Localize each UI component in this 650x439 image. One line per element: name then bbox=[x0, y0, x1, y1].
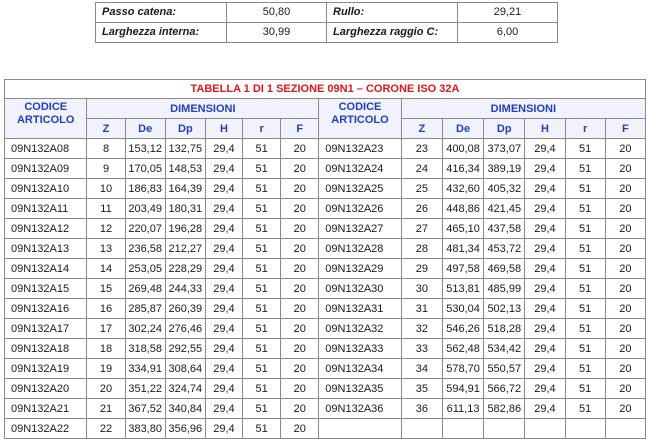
dimension-cell: 29,4 bbox=[205, 159, 242, 179]
dimension-cell: 20 bbox=[87, 379, 125, 399]
col-header-de: De bbox=[442, 119, 483, 139]
dimension-cell: 51 bbox=[243, 339, 281, 359]
dimension-cell: 29,4 bbox=[205, 359, 242, 379]
dimension-cell: 51 bbox=[243, 279, 281, 299]
rullo-label: Rullo: bbox=[327, 3, 458, 23]
rullo-value: 29,21 bbox=[458, 3, 558, 23]
dimension-cell: 51 bbox=[565, 139, 605, 159]
table-row bbox=[5, 299, 646, 319]
dimension-cell: 228,29 bbox=[165, 259, 205, 279]
article-code-cell: 09N132A34 bbox=[319, 359, 401, 379]
dimension-cell: 51 bbox=[565, 179, 605, 199]
dimension-cell: 51 bbox=[243, 379, 281, 399]
dimension-cell: 20 bbox=[281, 219, 319, 239]
dimension-cell: 29,4 bbox=[205, 399, 242, 419]
dimension-cell: 29,4 bbox=[205, 339, 242, 359]
dimension-cell: 550,57 bbox=[484, 359, 525, 379]
article-code-cell: 09N132A33 bbox=[319, 339, 401, 359]
dimension-cell: 21 bbox=[87, 399, 125, 419]
dimension-cell: 51 bbox=[565, 219, 605, 239]
article-code-cell: 09N132A29 bbox=[319, 259, 401, 279]
dimension-cell: 18 bbox=[87, 339, 125, 359]
empty-cell bbox=[442, 419, 483, 439]
dimension-cell: 351,22 bbox=[125, 379, 165, 399]
dimension-cell: 405,32 bbox=[484, 179, 525, 199]
dimension-cell: 29,4 bbox=[525, 399, 565, 419]
dimension-cell: 51 bbox=[243, 179, 281, 199]
dimension-cell: 373,07 bbox=[484, 139, 525, 159]
article-code-cell: 09N132A26 bbox=[319, 199, 401, 219]
empty-cell bbox=[565, 419, 605, 439]
dimension-cell: 20 bbox=[605, 339, 645, 359]
dimension-cell: 20 bbox=[605, 259, 645, 279]
table-row bbox=[5, 279, 646, 299]
table-row bbox=[5, 159, 646, 179]
dimension-cell: 51 bbox=[565, 339, 605, 359]
dimension-cell: 51 bbox=[565, 239, 605, 259]
dimension-cell: 24 bbox=[401, 159, 442, 179]
articolo-label: ARTICOLO bbox=[331, 114, 389, 126]
dimension-cell: 16 bbox=[87, 299, 125, 319]
dimension-cell: 20 bbox=[605, 399, 645, 419]
dimension-cell: 485,99 bbox=[484, 279, 525, 299]
dimension-cell: 22 bbox=[87, 419, 125, 439]
dimension-cell: 29,4 bbox=[525, 319, 565, 339]
dimension-cell: 19 bbox=[87, 359, 125, 379]
dimension-cell: 367,52 bbox=[125, 399, 165, 419]
dimension-cell: 562,48 bbox=[442, 339, 483, 359]
dimension-cell: 186,83 bbox=[125, 179, 165, 199]
dimension-cell: 20 bbox=[281, 379, 319, 399]
dimension-cell: 20 bbox=[281, 139, 319, 159]
dimension-cell: 20 bbox=[281, 179, 319, 199]
dimension-cell: 20 bbox=[281, 339, 319, 359]
dimension-cell: 12 bbox=[87, 219, 125, 239]
col-header-dp: Dp bbox=[484, 119, 525, 139]
dimension-cell: 20 bbox=[605, 199, 645, 219]
col-header-h: H bbox=[205, 119, 242, 139]
dimension-cell: 51 bbox=[243, 159, 281, 179]
dimension-cell: 20 bbox=[281, 319, 319, 339]
dimension-cell: 546,26 bbox=[442, 319, 483, 339]
dimension-cell: 51 bbox=[243, 219, 281, 239]
empty-cell bbox=[605, 419, 645, 439]
table-row bbox=[5, 359, 646, 379]
codice-articolo-header bbox=[5, 99, 87, 139]
dimension-cell: 51 bbox=[565, 359, 605, 379]
article-code-cell: 09N132A18 bbox=[5, 339, 87, 359]
article-code-cell: 09N132A24 bbox=[319, 159, 401, 179]
empty-cell bbox=[525, 419, 565, 439]
codice-articolo-header bbox=[319, 99, 401, 139]
dimension-cell: 465,10 bbox=[442, 219, 483, 239]
dimension-cell: 29,4 bbox=[525, 139, 565, 159]
dimension-cell: 51 bbox=[565, 399, 605, 419]
dimension-cell: 196,28 bbox=[165, 219, 205, 239]
dimension-cell: 164,39 bbox=[165, 179, 205, 199]
dimension-cell: 20 bbox=[281, 239, 319, 259]
dimension-cell: 481,34 bbox=[442, 239, 483, 259]
article-code-cell: 09N132A21 bbox=[5, 399, 87, 419]
dimension-cell: 356,96 bbox=[165, 419, 205, 439]
table-row bbox=[5, 399, 646, 419]
empty-cell bbox=[319, 419, 401, 439]
dimension-cell: 421,45 bbox=[484, 199, 525, 219]
dimension-cell: 29,4 bbox=[205, 419, 242, 439]
table-row bbox=[5, 199, 646, 219]
article-code-cell: 09N132A17 bbox=[5, 319, 87, 339]
dimension-cell: 51 bbox=[565, 379, 605, 399]
table-row bbox=[5, 239, 646, 259]
article-code-cell: 09N132A20 bbox=[5, 379, 87, 399]
dimension-cell: 20 bbox=[605, 319, 645, 339]
dimension-cell: 502,13 bbox=[484, 299, 525, 319]
articolo-label: ARTICOLO bbox=[16, 114, 75, 126]
sprocket-table bbox=[4, 79, 646, 439]
empty-cell bbox=[484, 419, 525, 439]
col-header-z: Z bbox=[401, 119, 442, 139]
dimension-cell: 17 bbox=[87, 319, 125, 339]
dimension-cell: 29 bbox=[401, 259, 442, 279]
dimension-cell: 10 bbox=[87, 179, 125, 199]
dimension-cell: 20 bbox=[605, 379, 645, 399]
dimension-cell: 302,24 bbox=[125, 319, 165, 339]
dimension-cell: 308,64 bbox=[165, 359, 205, 379]
dimension-cell: 220,07 bbox=[125, 219, 165, 239]
dimension-cell: 269,48 bbox=[125, 279, 165, 299]
dimension-cell: 51 bbox=[243, 259, 281, 279]
dimension-cell: 29,4 bbox=[205, 379, 242, 399]
dimension-cell: 51 bbox=[243, 139, 281, 159]
dimension-cell: 285,87 bbox=[125, 299, 165, 319]
dimension-cell: 34 bbox=[401, 359, 442, 379]
dimension-cell: 566,72 bbox=[484, 379, 525, 399]
dimension-cell: 36 bbox=[401, 399, 442, 419]
dimension-cell: 334,91 bbox=[125, 359, 165, 379]
dimension-cell: 51 bbox=[565, 159, 605, 179]
article-code-cell: 09N132A12 bbox=[5, 219, 87, 239]
dimension-cell: 25 bbox=[401, 179, 442, 199]
dimension-cell: 29,4 bbox=[205, 279, 242, 299]
article-code-cell: 09N132A09 bbox=[5, 159, 87, 179]
dimension-cell: 611,13 bbox=[442, 399, 483, 419]
article-code-cell: 09N132A15 bbox=[5, 279, 87, 299]
dimension-cell: 33 bbox=[401, 339, 442, 359]
larghezza-label: Larghezza interna: bbox=[96, 23, 227, 43]
dimension-cell: 29,4 bbox=[205, 139, 242, 159]
dimension-cell: 518,28 bbox=[484, 319, 525, 339]
dimension-cell: 578,70 bbox=[442, 359, 483, 379]
article-code-cell: 09N132A13 bbox=[5, 239, 87, 259]
dimension-cell: 383,80 bbox=[125, 419, 165, 439]
dimension-cell: 513,81 bbox=[442, 279, 483, 299]
table-row bbox=[5, 379, 646, 399]
dimension-cell: 9 bbox=[87, 159, 125, 179]
table-row bbox=[5, 259, 646, 279]
dimension-cell: 20 bbox=[281, 419, 319, 439]
dimension-cell: 51 bbox=[243, 419, 281, 439]
dimension-cell: 30 bbox=[401, 279, 442, 299]
dimension-cell: 530,04 bbox=[442, 299, 483, 319]
dimension-cell: 29,4 bbox=[205, 299, 242, 319]
dimension-cell: 469,58 bbox=[484, 259, 525, 279]
dimension-cell: 51 bbox=[565, 319, 605, 339]
dimension-cell: 20 bbox=[281, 279, 319, 299]
dimension-cell: 180,31 bbox=[165, 199, 205, 219]
codice-label: CODICE bbox=[24, 101, 68, 113]
dimension-cell: 20 bbox=[605, 239, 645, 259]
col-header-f: F bbox=[281, 119, 319, 139]
dimension-cell: 27 bbox=[401, 219, 442, 239]
col-header-f: F bbox=[605, 119, 645, 139]
dimension-cell: 324,74 bbox=[165, 379, 205, 399]
dimension-cell: 29,4 bbox=[525, 359, 565, 379]
dimension-cell: 497,58 bbox=[442, 259, 483, 279]
table-row bbox=[5, 419, 646, 439]
dimension-cell: 29,4 bbox=[205, 219, 242, 239]
article-code-cell: 09N132A22 bbox=[5, 419, 87, 439]
dimension-cell: 28 bbox=[401, 239, 442, 259]
table-title: TABELLA 1 DI 1 SEZIONE 09N1 – CORONE ISO 32A bbox=[5, 80, 646, 99]
dimension-cell: 416,34 bbox=[442, 159, 483, 179]
article-code-cell: 09N132A19 bbox=[5, 359, 87, 379]
dimension-cell: 29,4 bbox=[525, 179, 565, 199]
dimension-cell: 318,58 bbox=[125, 339, 165, 359]
dimension-cell: 594,91 bbox=[442, 379, 483, 399]
article-code-cell: 09N132A32 bbox=[319, 319, 401, 339]
dimension-cell: 51 bbox=[565, 279, 605, 299]
passo-value: 50,80 bbox=[227, 3, 327, 23]
col-header-dp: Dp bbox=[165, 119, 205, 139]
dimension-cell: 14 bbox=[87, 259, 125, 279]
col-header-h: H bbox=[525, 119, 565, 139]
article-code-cell: 09N132A25 bbox=[319, 179, 401, 199]
larghezza-value: 30,99 bbox=[227, 23, 327, 43]
dimension-cell: 29,4 bbox=[205, 179, 242, 199]
dimension-cell: 534,42 bbox=[484, 339, 525, 359]
dimension-cell: 51 bbox=[243, 199, 281, 219]
article-code-cell: 09N132A31 bbox=[319, 299, 401, 319]
dimension-cell: 276,46 bbox=[165, 319, 205, 339]
dimension-cell: 437,58 bbox=[484, 219, 525, 239]
dimension-cell: 260,39 bbox=[165, 299, 205, 319]
dimension-cell: 212,27 bbox=[165, 239, 205, 259]
dimension-cell: 29,4 bbox=[525, 379, 565, 399]
dimension-cell: 244,33 bbox=[165, 279, 205, 299]
dimension-cell: 29,4 bbox=[525, 239, 565, 259]
dimension-cell: 153,12 bbox=[125, 139, 165, 159]
dimension-cell: 20 bbox=[605, 139, 645, 159]
dimension-cell: 51 bbox=[243, 359, 281, 379]
empty-cell bbox=[401, 419, 442, 439]
dimension-cell: 29,4 bbox=[205, 239, 242, 259]
dimension-cell: 51 bbox=[565, 299, 605, 319]
dimension-cell: 170,05 bbox=[125, 159, 165, 179]
dimension-cell: 8 bbox=[87, 139, 125, 159]
dimension-cell: 20 bbox=[605, 279, 645, 299]
dimension-cell: 29,4 bbox=[525, 199, 565, 219]
spec-row bbox=[96, 3, 558, 23]
dimension-cell: 29,4 bbox=[525, 299, 565, 319]
dimension-cell: 29,4 bbox=[525, 339, 565, 359]
dimension-cell: 20 bbox=[605, 159, 645, 179]
dimension-cell: 582,86 bbox=[484, 399, 525, 419]
chain-spec-table bbox=[95, 2, 558, 43]
table-row bbox=[5, 219, 646, 239]
dimension-cell: 26 bbox=[401, 199, 442, 219]
dimension-cell: 453,72 bbox=[484, 239, 525, 259]
article-code-cell: 09N132A28 bbox=[319, 239, 401, 259]
dimension-cell: 29,4 bbox=[205, 319, 242, 339]
dimension-cell: 11 bbox=[87, 199, 125, 219]
dimension-cell: 148,53 bbox=[165, 159, 205, 179]
dimension-cell: 20 bbox=[281, 199, 319, 219]
dimension-cell: 236,58 bbox=[125, 239, 165, 259]
dimension-cell: 432,60 bbox=[442, 179, 483, 199]
dimension-cell: 32 bbox=[401, 319, 442, 339]
dimension-cell: 20 bbox=[281, 299, 319, 319]
dimension-cell: 35 bbox=[401, 379, 442, 399]
col-header-r: r bbox=[565, 119, 605, 139]
article-code-cell: 09N132A27 bbox=[319, 219, 401, 239]
dimension-cell: 51 bbox=[565, 259, 605, 279]
article-code-cell: 09N132A35 bbox=[319, 379, 401, 399]
dimension-cell: 20 bbox=[281, 259, 319, 279]
table-row bbox=[5, 179, 646, 199]
article-code-cell: 09N132A23 bbox=[319, 139, 401, 159]
article-code-cell: 09N132A14 bbox=[5, 259, 87, 279]
dimension-cell: 20 bbox=[605, 299, 645, 319]
spec-row bbox=[96, 23, 558, 43]
article-code-cell: 09N132A36 bbox=[319, 399, 401, 419]
dimensioni-header: DIMENSIONI bbox=[87, 99, 319, 119]
dimension-cell: 51 bbox=[243, 299, 281, 319]
article-code-cell: 09N132A10 bbox=[5, 179, 87, 199]
dimension-cell: 20 bbox=[281, 159, 319, 179]
codice-label: CODICE bbox=[338, 101, 382, 113]
dimension-cell: 20 bbox=[605, 219, 645, 239]
dimension-cell: 132,75 bbox=[165, 139, 205, 159]
dimension-cell: 20 bbox=[281, 399, 319, 419]
dimension-cell: 51 bbox=[243, 399, 281, 419]
col-header-de: De bbox=[125, 119, 165, 139]
dimension-cell: 292,55 bbox=[165, 339, 205, 359]
dimension-cell: 13 bbox=[87, 239, 125, 259]
dimension-cell: 31 bbox=[401, 299, 442, 319]
article-code-cell: 09N132A08 bbox=[5, 139, 87, 159]
dimension-cell: 20 bbox=[281, 359, 319, 379]
dimension-cell: 23 bbox=[401, 139, 442, 159]
dimension-cell: 340,84 bbox=[165, 399, 205, 419]
table-row bbox=[5, 339, 646, 359]
col-header-z: Z bbox=[87, 119, 125, 139]
table-row bbox=[5, 319, 646, 339]
raggio-value: 6,00 bbox=[458, 23, 558, 43]
dimension-cell: 29,4 bbox=[525, 219, 565, 239]
dimension-cell: 29,4 bbox=[525, 259, 565, 279]
dimension-cell: 15 bbox=[87, 279, 125, 299]
col-header-r: r bbox=[243, 119, 281, 139]
article-code-cell: 09N132A11 bbox=[5, 199, 87, 219]
dimension-cell: 29,4 bbox=[205, 199, 242, 219]
dimension-cell: 448,86 bbox=[442, 199, 483, 219]
dimension-cell: 389,19 bbox=[484, 159, 525, 179]
dimensioni-header: DIMENSIONI bbox=[401, 99, 645, 119]
raggio-label: Larghezza raggio C: bbox=[327, 23, 458, 43]
dimension-cell: 203,49 bbox=[125, 199, 165, 219]
table-row bbox=[5, 139, 646, 159]
dimension-cell: 29,4 bbox=[205, 259, 242, 279]
passo-label: Passo catena: bbox=[96, 3, 227, 23]
dimension-cell: 51 bbox=[243, 319, 281, 339]
dimension-cell: 253,05 bbox=[125, 259, 165, 279]
dimension-cell: 400,08 bbox=[442, 139, 483, 159]
dimension-cell: 29,4 bbox=[525, 159, 565, 179]
dimension-cell: 29,4 bbox=[525, 279, 565, 299]
article-code-cell: 09N132A16 bbox=[5, 299, 87, 319]
dimension-cell: 51 bbox=[565, 199, 605, 219]
article-code-cell: 09N132A30 bbox=[319, 279, 401, 299]
dimension-cell: 51 bbox=[243, 239, 281, 259]
dimension-cell: 20 bbox=[605, 179, 645, 199]
dimension-cell: 20 bbox=[605, 359, 645, 379]
